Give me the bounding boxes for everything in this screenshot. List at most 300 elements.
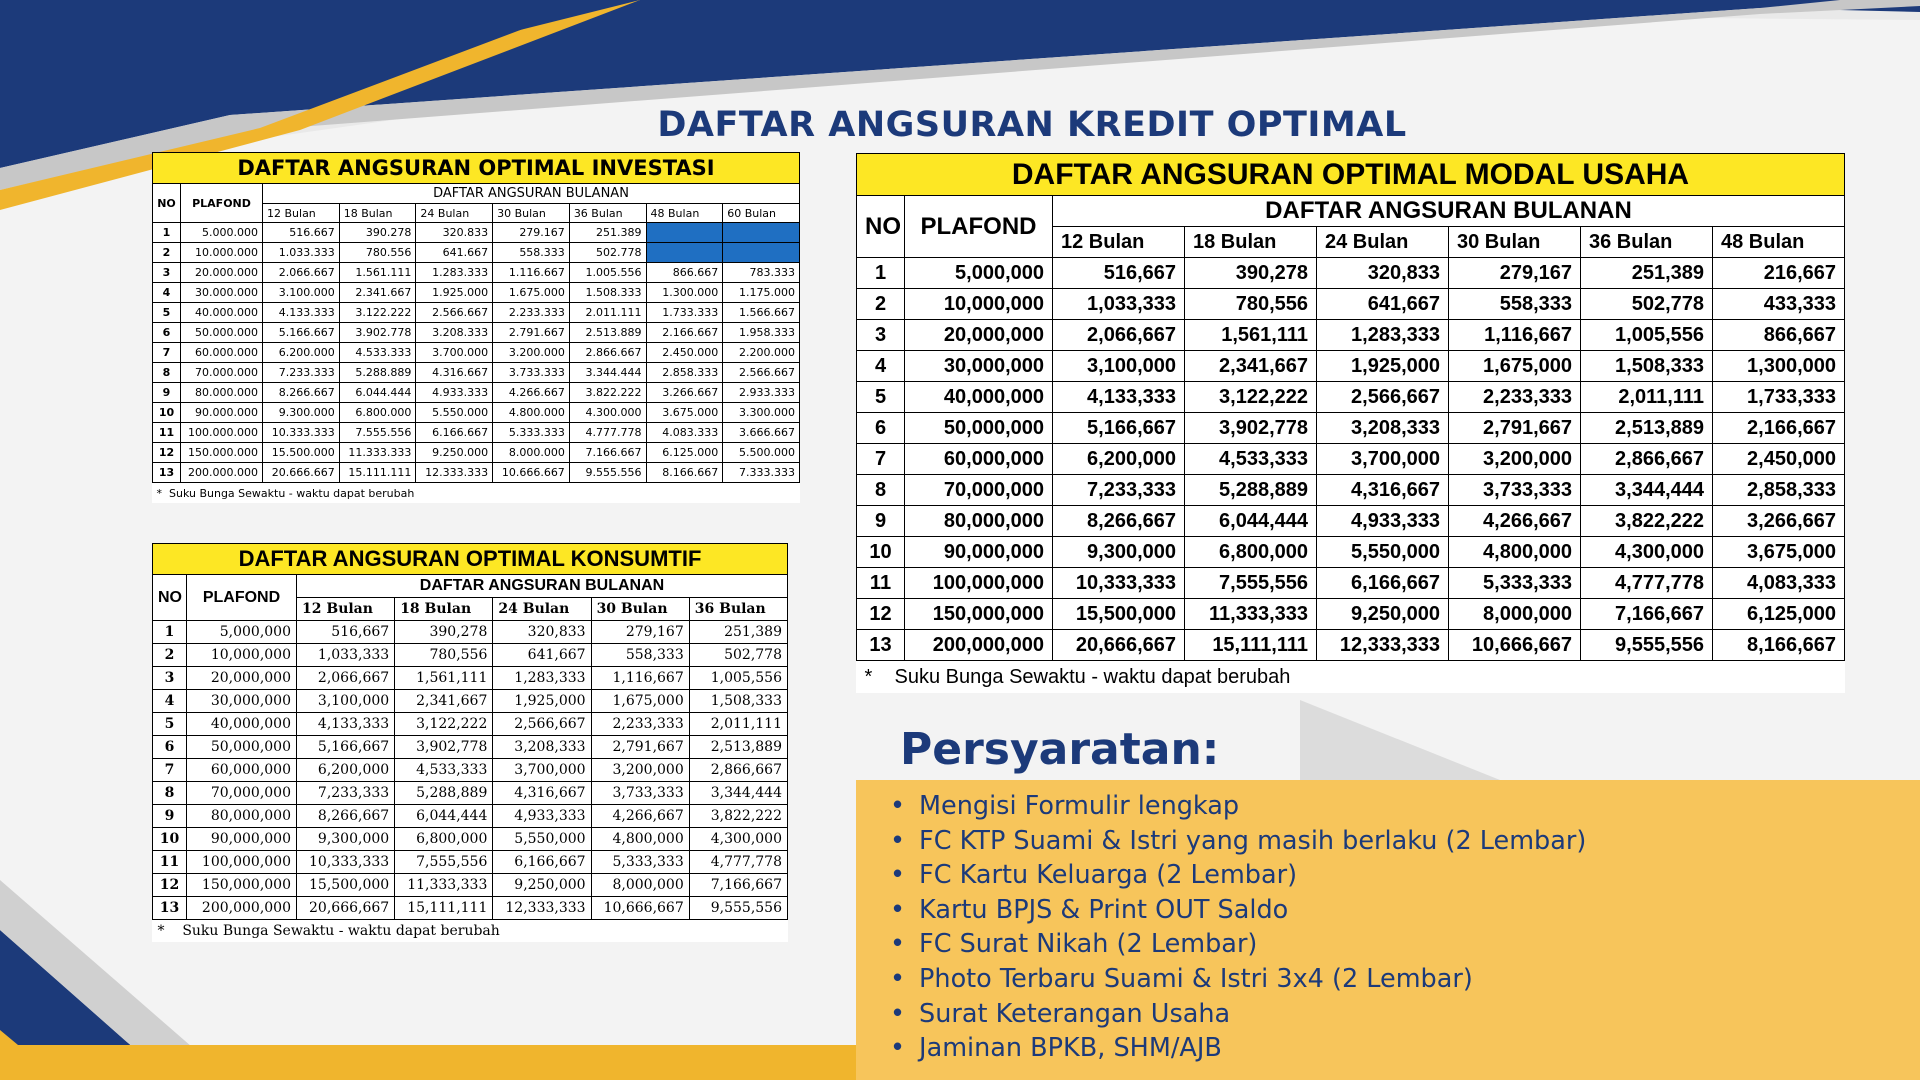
installment-cell: 1.566.667 xyxy=(723,303,800,323)
installment-cell: 6.200.000 xyxy=(263,343,340,363)
installment-cell: 7,166,667 xyxy=(1581,599,1713,630)
installment-cell: 2,858,333 xyxy=(1713,475,1845,506)
installment-cell: 1.283.333 xyxy=(416,263,493,283)
installment-cell: 4.933.333 xyxy=(416,383,493,403)
installment-cell: 6,200,000 xyxy=(297,759,395,782)
page-title: DAFTAR ANGSURAN KREDIT OPTIMAL xyxy=(657,105,1407,145)
table-row xyxy=(153,690,788,713)
installment-cell: 1,283,333 xyxy=(1317,320,1449,351)
installment-cell: 7,555,556 xyxy=(395,851,493,874)
plafond-cell: 30.000.000 xyxy=(181,283,263,303)
installment-cell: 7.233.333 xyxy=(263,363,340,383)
installment-cell: 1.508.333 xyxy=(569,283,646,303)
installment-cell: 1,508,333 xyxy=(1581,351,1713,382)
row-number: 4 xyxy=(153,283,181,303)
row-number: 11 xyxy=(857,568,905,599)
installment-cell: 4.083.333 xyxy=(646,423,723,443)
table-note xyxy=(153,483,800,504)
installment-cell: 2,513,889 xyxy=(1581,413,1713,444)
installment-cell: 516,667 xyxy=(297,621,395,644)
installment-cell: 4.133.333 xyxy=(263,303,340,323)
table-row xyxy=(153,323,800,343)
installment-cell: 390,278 xyxy=(1185,258,1317,289)
installment-cell: 7,233,333 xyxy=(297,782,395,805)
installment-cell: 1.733.333 xyxy=(646,303,723,323)
note-mark: * xyxy=(864,665,873,688)
installment-cell: 320,833 xyxy=(1317,258,1449,289)
row-number: 7 xyxy=(153,343,181,363)
installment-cell: 4,777,778 xyxy=(1581,568,1713,599)
installment-cell: 5,550,000 xyxy=(1317,537,1449,568)
installment-cell: 2.341.667 xyxy=(339,283,416,303)
installment-cell: 3,122,222 xyxy=(395,713,493,736)
plafond-cell: 60,000,000 xyxy=(905,444,1053,475)
installment-cell: 1,005,556 xyxy=(1581,320,1713,351)
installment-cell: 6,166,667 xyxy=(493,851,591,874)
installment-cell: 3,200,000 xyxy=(591,759,689,782)
installment-cell: 2,866,667 xyxy=(1581,444,1713,475)
installment-cell: 1,561,111 xyxy=(395,667,493,690)
table-row xyxy=(153,243,800,263)
table-row xyxy=(153,463,800,483)
installment-cell: 7.166.667 xyxy=(569,443,646,463)
table-row xyxy=(857,537,1845,568)
installment-cell: 1,508,333 xyxy=(689,690,787,713)
installment-cell: 780.556 xyxy=(339,243,416,263)
note-mark: * xyxy=(156,486,162,500)
table-row xyxy=(153,759,788,782)
installment-cell: 4,083,333 xyxy=(1713,568,1845,599)
col-group: DAFTAR ANGSURAN BULANAN xyxy=(297,575,788,598)
plafond-cell: 80.000.000 xyxy=(181,383,263,403)
installment-cell: 8,166,667 xyxy=(1713,630,1845,661)
row-number: 10 xyxy=(857,537,905,568)
table-row xyxy=(857,444,1845,475)
table-row xyxy=(857,320,1845,351)
plafond-cell: 40,000,000 xyxy=(187,713,297,736)
term-header: 12 Bulan xyxy=(297,598,395,621)
table-row xyxy=(153,805,788,828)
installment-cell: 10,666,667 xyxy=(1449,630,1581,661)
installment-cell: 390,278 xyxy=(395,621,493,644)
table-row xyxy=(857,630,1845,661)
installment-cell: 8.166.667 xyxy=(646,463,723,483)
installment-cell: 4.533.333 xyxy=(339,343,416,363)
note-text: Suku Bunga Sewaktu - waktu dapat berubah xyxy=(169,486,415,500)
installment-cell: 2.866.667 xyxy=(569,343,646,363)
installment-cell: 7.555.556 xyxy=(339,423,416,443)
col-group: DAFTAR ANGSURAN BULANAN xyxy=(263,184,800,204)
installment-cell: 1.925.000 xyxy=(416,283,493,303)
plafond-cell: 20,000,000 xyxy=(187,667,297,690)
installment-cell: 5,333,333 xyxy=(1449,568,1581,599)
table-row xyxy=(153,851,788,874)
plafond-cell: 200,000,000 xyxy=(905,630,1053,661)
term-header: 30 Bulan xyxy=(1449,227,1581,258)
row-number: 7 xyxy=(857,444,905,475)
installment-cell: 502,778 xyxy=(1581,289,1713,320)
installment-cell: 216,667 xyxy=(1713,258,1845,289)
installment-cell: 3.700.000 xyxy=(416,343,493,363)
table-row xyxy=(153,423,800,443)
installment-cell: 4,933,333 xyxy=(493,805,591,828)
installment-cell: 15,500,000 xyxy=(1053,599,1185,630)
plafond-cell: 200,000,000 xyxy=(187,897,297,920)
installment-cell: 320,833 xyxy=(493,621,591,644)
installment-cell: 502,778 xyxy=(689,644,787,667)
installment-cell: 641,667 xyxy=(1317,289,1449,320)
table-row xyxy=(153,383,800,403)
installment-cell: 2.566.667 xyxy=(416,303,493,323)
installment-cell: 15,500,000 xyxy=(297,874,395,897)
row-number: 11 xyxy=(153,851,187,874)
row-number: 3 xyxy=(857,320,905,351)
installment-cell: 1,033,333 xyxy=(1053,289,1185,320)
table-row xyxy=(153,263,800,283)
table-row xyxy=(857,289,1845,320)
installment-cell: 5.288.889 xyxy=(339,363,416,383)
installment-cell: 3.200.000 xyxy=(493,343,570,363)
installment-cell: 20,666,667 xyxy=(297,897,395,920)
installment-cell: 4,316,667 xyxy=(493,782,591,805)
installment-cell: 20.666.667 xyxy=(263,463,340,483)
table-row xyxy=(153,644,788,667)
installment-cell: 866,667 xyxy=(1713,320,1845,351)
term-header: 24 Bulan xyxy=(1317,227,1449,258)
installment-cell: 1,300,000 xyxy=(1713,351,1845,382)
col-plafond: PLAFOND xyxy=(181,184,263,223)
installment-cell: 6,044,444 xyxy=(395,805,493,828)
row-number: 4 xyxy=(153,690,187,713)
table-row xyxy=(857,599,1845,630)
plafond-cell: 90,000,000 xyxy=(187,828,297,851)
term-header: 60 Bulan xyxy=(723,204,800,223)
installment-cell: 6,800,000 xyxy=(1185,537,1317,568)
table-row xyxy=(153,363,800,383)
plafond-cell: 80,000,000 xyxy=(187,805,297,828)
table-note xyxy=(857,661,1845,694)
installment-cell: 1,561,111 xyxy=(1185,320,1317,351)
plafond-cell: 90.000.000 xyxy=(181,403,263,423)
installment-cell: 2.513.889 xyxy=(569,323,646,343)
installment-cell: 3.100.000 xyxy=(263,283,340,303)
row-number: 5 xyxy=(153,713,187,736)
installment-cell: 4,533,333 xyxy=(395,759,493,782)
installment-cell: 320.833 xyxy=(416,223,493,243)
installment-cell: 6.166.667 xyxy=(416,423,493,443)
installment-cell: 3.675.000 xyxy=(646,403,723,423)
installment-cell: 2,233,333 xyxy=(1449,382,1581,413)
installment-cell: 2,513,889 xyxy=(689,736,787,759)
plafond-cell: 60.000.000 xyxy=(181,343,263,363)
table-row xyxy=(153,782,788,805)
installment-cell: 6.800.000 xyxy=(339,403,416,423)
installment-cell: 2,066,667 xyxy=(297,667,395,690)
installment-cell: 2.791.667 xyxy=(493,323,570,343)
installment-cell: 5,166,667 xyxy=(1053,413,1185,444)
plafond-cell: 100.000.000 xyxy=(181,423,263,443)
term-header: 48 Bulan xyxy=(1713,227,1845,258)
table-investasi xyxy=(152,152,800,503)
table-note xyxy=(153,920,788,943)
requirements-list xyxy=(890,789,1586,1066)
installment-cell: 4,800,000 xyxy=(591,828,689,851)
installment-cell: 3.208.333 xyxy=(416,323,493,343)
installment-cell: 5,288,889 xyxy=(1185,475,1317,506)
installment-cell: 12,333,333 xyxy=(1317,630,1449,661)
installment-cell: 10,333,333 xyxy=(1053,568,1185,599)
installment-cell: 8,266,667 xyxy=(1053,506,1185,537)
installment-cell: 10,666,667 xyxy=(591,897,689,920)
installment-cell: 4.266.667 xyxy=(493,383,570,403)
installment-cell: 20,666,667 xyxy=(1053,630,1185,661)
plafond-cell: 90,000,000 xyxy=(905,537,1053,568)
plafond-cell: 20,000,000 xyxy=(905,320,1053,351)
installment-cell: 2.933.333 xyxy=(723,383,800,403)
plafond-cell: 5,000,000 xyxy=(905,258,1053,289)
row-number: 1 xyxy=(153,223,181,243)
row-number: 13 xyxy=(153,463,181,483)
installment-cell: 2.450.000 xyxy=(646,343,723,363)
installment-cell: 558,333 xyxy=(591,644,689,667)
term-header: 18 Bulan xyxy=(339,204,416,223)
row-number: 6 xyxy=(857,413,905,444)
table-row xyxy=(857,351,1845,382)
installment-cell: 641.667 xyxy=(416,243,493,263)
installment-cell: 5,550,000 xyxy=(493,828,591,851)
installment-cell: 783.333 xyxy=(723,263,800,283)
installment-cell: 9.300.000 xyxy=(263,403,340,423)
installment-cell: 10.666.667 xyxy=(493,463,570,483)
plafond-cell: 80,000,000 xyxy=(905,506,1053,537)
installment-cell xyxy=(723,223,800,243)
table-row xyxy=(153,667,788,690)
table-konsumtif xyxy=(152,543,788,942)
row-number: 1 xyxy=(153,621,187,644)
installment-cell: 6,044,444 xyxy=(1185,506,1317,537)
term-header: 18 Bulan xyxy=(1185,227,1317,258)
installment-cell: 251.389 xyxy=(569,223,646,243)
installment-cell: 3.300.000 xyxy=(723,403,800,423)
row-number: 13 xyxy=(857,630,905,661)
installment-cell: 12,333,333 xyxy=(493,897,591,920)
plafond-cell: 50.000.000 xyxy=(181,323,263,343)
installment-cell: 11.333.333 xyxy=(339,443,416,463)
plafond-cell: 20.000.000 xyxy=(181,263,263,283)
installment-cell: 2.858.333 xyxy=(646,363,723,383)
table-row xyxy=(153,621,788,644)
installment-cell: 7,166,667 xyxy=(689,874,787,897)
note-text: Suku Bunga Sewaktu - waktu dapat berubah xyxy=(894,665,1291,688)
col-plafond: PLAFOND xyxy=(187,575,297,621)
installment-cell: 15.111.111 xyxy=(339,463,416,483)
installment-cell: 4.777.778 xyxy=(569,423,646,443)
installment-cell: 279,167 xyxy=(1449,258,1581,289)
installment-cell: 3,100,000 xyxy=(1053,351,1185,382)
installment-cell: 7,555,556 xyxy=(1185,568,1317,599)
term-header: 36 Bulan xyxy=(569,204,646,223)
col-no: NO xyxy=(153,184,181,223)
plafond-cell: 10,000,000 xyxy=(187,644,297,667)
installment-cell: 3.266.667 xyxy=(646,383,723,403)
installment-cell: 1.005.556 xyxy=(569,263,646,283)
installment-cell: 6.044.444 xyxy=(339,383,416,403)
installment-cell: 4.800.000 xyxy=(493,403,570,423)
col-group: DAFTAR ANGSURAN BULANAN xyxy=(1053,196,1845,227)
table-row xyxy=(857,258,1845,289)
installment-cell: 558.333 xyxy=(493,243,570,263)
plafond-cell: 10.000.000 xyxy=(181,243,263,263)
installment-cell: 1,283,333 xyxy=(493,667,591,690)
installment-cell: 2,566,667 xyxy=(1317,382,1449,413)
installment-cell: 15,111,111 xyxy=(395,897,493,920)
installment-cell: 4,800,000 xyxy=(1449,537,1581,568)
installment-cell: 9.555.556 xyxy=(569,463,646,483)
row-number: 5 xyxy=(857,382,905,413)
table-row xyxy=(153,403,800,423)
row-number: 13 xyxy=(153,897,187,920)
installment-cell: 6.125.000 xyxy=(646,443,723,463)
table-row xyxy=(153,443,800,463)
row-number: 8 xyxy=(153,363,181,383)
installment-cell: 2,341,667 xyxy=(1185,351,1317,382)
installment-cell: 390.278 xyxy=(339,223,416,243)
plafond-cell: 50,000,000 xyxy=(187,736,297,759)
installment-cell: 2,341,667 xyxy=(395,690,493,713)
installment-cell: 251,389 xyxy=(689,621,787,644)
plafond-cell: 150,000,000 xyxy=(905,599,1053,630)
plafond-cell: 50,000,000 xyxy=(905,413,1053,444)
installment-cell: 3,122,222 xyxy=(1185,382,1317,413)
row-number: 8 xyxy=(857,475,905,506)
installment-cell: 516.667 xyxy=(263,223,340,243)
installment-cell: 4,777,778 xyxy=(689,851,787,874)
installment-cell: 1,925,000 xyxy=(1317,351,1449,382)
term-header: 48 Bulan xyxy=(646,204,723,223)
installment-cell: 12.333.333 xyxy=(416,463,493,483)
installment-cell: 2,011,111 xyxy=(1581,382,1713,413)
plafond-cell: 100,000,000 xyxy=(187,851,297,874)
installment-cell: 6,125,000 xyxy=(1713,599,1845,630)
installment-cell: 7.333.333 xyxy=(723,463,800,483)
requirement-item: • Photo Terbaru Suami & Istri 3x4 (2 Lembar) xyxy=(890,962,1586,997)
installment-cell: 1.116.667 xyxy=(493,263,570,283)
requirement-item: • Surat Keterangan Usaha xyxy=(890,997,1586,1032)
col-no: NO xyxy=(153,575,187,621)
installment-cell: 1,675,000 xyxy=(591,690,689,713)
row-number: 6 xyxy=(153,736,187,759)
requirement-item: • Mengisi Formulir lengkap xyxy=(890,789,1586,824)
installment-cell: 2.233.333 xyxy=(493,303,570,323)
installment-cell: 2.066.667 xyxy=(263,263,340,283)
installment-cell: 5.550.000 xyxy=(416,403,493,423)
installment-cell: 8,266,667 xyxy=(297,805,395,828)
installment-cell: 3,733,333 xyxy=(1449,475,1581,506)
installment-cell: 9,300,000 xyxy=(1053,537,1185,568)
plafond-cell: 60,000,000 xyxy=(187,759,297,782)
installment-cell: 3.122.222 xyxy=(339,303,416,323)
requirement-item: • FC Kartu Keluarga (2 Lembar) xyxy=(890,858,1586,893)
plafond-cell: 150.000.000 xyxy=(181,443,263,463)
installment-cell: 3,733,333 xyxy=(591,782,689,805)
installment-cell: 5,166,667 xyxy=(297,736,395,759)
installment-cell: 3.666.667 xyxy=(723,423,800,443)
installment-cell: 780,556 xyxy=(1185,289,1317,320)
installment-cell: 9,250,000 xyxy=(493,874,591,897)
installment-cell: 4,133,333 xyxy=(1053,382,1185,413)
table-title: DAFTAR ANGSURAN OPTIMAL KONSUMTIF xyxy=(153,544,788,575)
installment-cell: 4.316.667 xyxy=(416,363,493,383)
installment-cell: 279,167 xyxy=(591,621,689,644)
installment-cell: 3,200,000 xyxy=(1449,444,1581,475)
installment-cell: 4,266,667 xyxy=(591,805,689,828)
installment-cell: 11,333,333 xyxy=(395,874,493,897)
installment-cell: 3,675,000 xyxy=(1713,537,1845,568)
requirement-item: • Kartu BPJS & Print OUT Saldo xyxy=(890,893,1586,928)
installment-cell: 433,333 xyxy=(1713,289,1845,320)
row-number: 3 xyxy=(153,667,187,690)
installment-cell: 1,116,667 xyxy=(591,667,689,690)
installment-cell: 2,791,667 xyxy=(591,736,689,759)
note-text: Suku Bunga Sewaktu - waktu dapat berubah xyxy=(182,923,500,939)
col-plafond: PLAFOND xyxy=(905,196,1053,258)
table-row xyxy=(153,283,800,303)
plafond-cell: 40,000,000 xyxy=(905,382,1053,413)
row-number: 12 xyxy=(857,599,905,630)
row-number: 9 xyxy=(153,805,187,828)
plafond-cell: 5,000,000 xyxy=(187,621,297,644)
plafond-cell: 100,000,000 xyxy=(905,568,1053,599)
term-header: 36 Bulan xyxy=(689,598,787,621)
installment-cell: 9,300,000 xyxy=(297,828,395,851)
table-row xyxy=(153,828,788,851)
installment-cell: 1,116,667 xyxy=(1449,320,1581,351)
installment-cell: 3,208,333 xyxy=(1317,413,1449,444)
term-header: 18 Bulan xyxy=(395,598,493,621)
term-header: 12 Bulan xyxy=(263,204,340,223)
row-number: 5 xyxy=(153,303,181,323)
row-number: 1 xyxy=(857,258,905,289)
installment-cell: 1,925,000 xyxy=(493,690,591,713)
installment-cell: 3,822,222 xyxy=(1581,506,1713,537)
plafond-cell: 40.000.000 xyxy=(181,303,263,323)
plafond-cell: 200.000.000 xyxy=(181,463,263,483)
row-number: 10 xyxy=(153,828,187,851)
installment-cell: 2,450,000 xyxy=(1713,444,1845,475)
installment-cell: 3,344,444 xyxy=(689,782,787,805)
installment-cell xyxy=(646,223,723,243)
installment-cell: 10.333.333 xyxy=(263,423,340,443)
installment-cell: 9.250.000 xyxy=(416,443,493,463)
note-mark: * xyxy=(157,923,165,939)
installment-cell: 1,033,333 xyxy=(297,644,395,667)
plafond-cell: 10,000,000 xyxy=(905,289,1053,320)
plafond-cell: 150,000,000 xyxy=(187,874,297,897)
installment-cell: 641,667 xyxy=(493,644,591,667)
installment-cell: 8.266.667 xyxy=(263,383,340,403)
installment-cell: 2,791,667 xyxy=(1449,413,1581,444)
installment-cell: 2,011,111 xyxy=(689,713,787,736)
installment-cell: 2.011.111 xyxy=(569,303,646,323)
table-row xyxy=(153,223,800,243)
installment-cell xyxy=(646,243,723,263)
row-number: 4 xyxy=(857,351,905,382)
installment-cell: 4,533,333 xyxy=(1185,444,1317,475)
row-number: 2 xyxy=(153,644,187,667)
term-header: 12 Bulan xyxy=(1053,227,1185,258)
row-number: 8 xyxy=(153,782,187,805)
installment-cell: 251,389 xyxy=(1581,258,1713,289)
